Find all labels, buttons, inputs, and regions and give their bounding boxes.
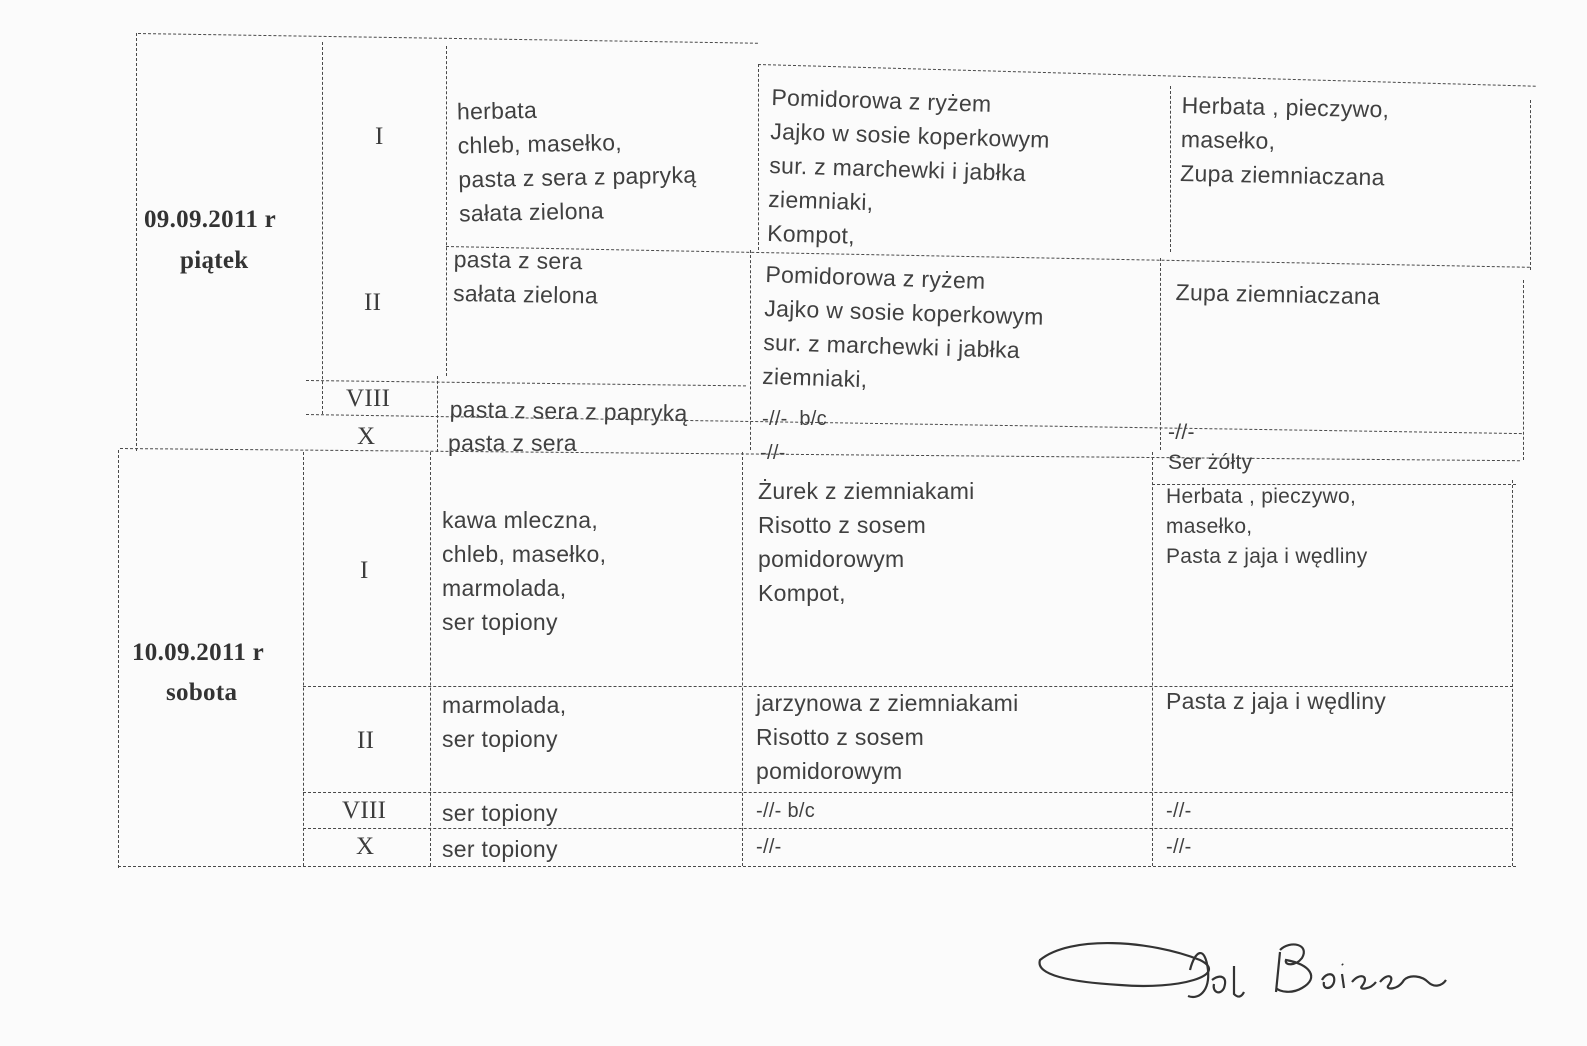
day-1-weekday: piątek [180,247,249,274]
supper-cell: -//- [1166,836,1192,858]
breakfast-cell: kawa mleczna, chleb, masełko, marmolada, ser topiony [442,507,607,635]
lunch-cell: Pomidorowa z ryżem Jajko w sosie koperkowym sur. z marchewki i jabłka ziemniaki, Kompot, [766,83,1051,249]
lunch-cell: -//- [756,836,782,858]
diet-label: II [357,727,375,754]
breakfast-cell: pasta z sera sałata zielona [452,245,599,309]
lunch-cell: jarzynowa z ziemniakami Risotto z sosem pomidorowym [756,690,1019,784]
supper-cell: -//- [1166,800,1192,822]
supper-cell: Herbata , pieczywo, masełko, Pasta z jaja i wędliny [1166,485,1368,568]
supper-cell: Herbata , pieczywo, masełko, Zupa ziemniaczana [1179,91,1390,191]
diet-label: II [364,289,382,316]
day-2-weekday: sobota [166,679,238,706]
diet-label: VIII [346,385,391,412]
breakfast-cell: ser topiony [442,836,558,862]
lunch-cell: -//- [760,442,786,464]
diet-label: I [360,557,369,584]
breakfast-cell: ser topiony [442,800,558,826]
diet-label: VIII [342,797,387,824]
breakfast-cell: herbata chleb, masełko, pasta z sera z papryką sałata zielona [456,96,697,227]
supper-cell: Pasta z jaja i wędliny [1166,688,1387,714]
diet-label: X [356,833,375,860]
day-2-date: 10.09.2011 r [132,639,265,666]
lunch-cell: -//- b/c [762,408,827,430]
supper-cell: -//- Ser żółty [1168,421,1253,474]
diet-label: X [357,423,376,450]
diet-label: I [375,123,384,150]
lunch-cell: Pomidorowa z ryżem Jajko w sosie koperkowym sur. z marchewki i jabłka ziemniaki, [761,260,1045,393]
supper-cell: Zupa ziemniaczana [1175,278,1381,310]
breakfast-cell: pasta z sera [448,430,577,456]
breakfast-cell: pasta z sera z papryką [449,395,688,427]
lunch-cell: -//- b/c [756,800,816,822]
lunch-cell: Żurek z ziemniakami Risotto z sosem pomidorowym Kompot, [758,478,975,606]
breakfast-cell: marmolada, ser topiony [442,692,567,752]
day-1-date: 09.09.2011 r [144,206,277,233]
handwritten-signature [1030,930,1450,1020]
